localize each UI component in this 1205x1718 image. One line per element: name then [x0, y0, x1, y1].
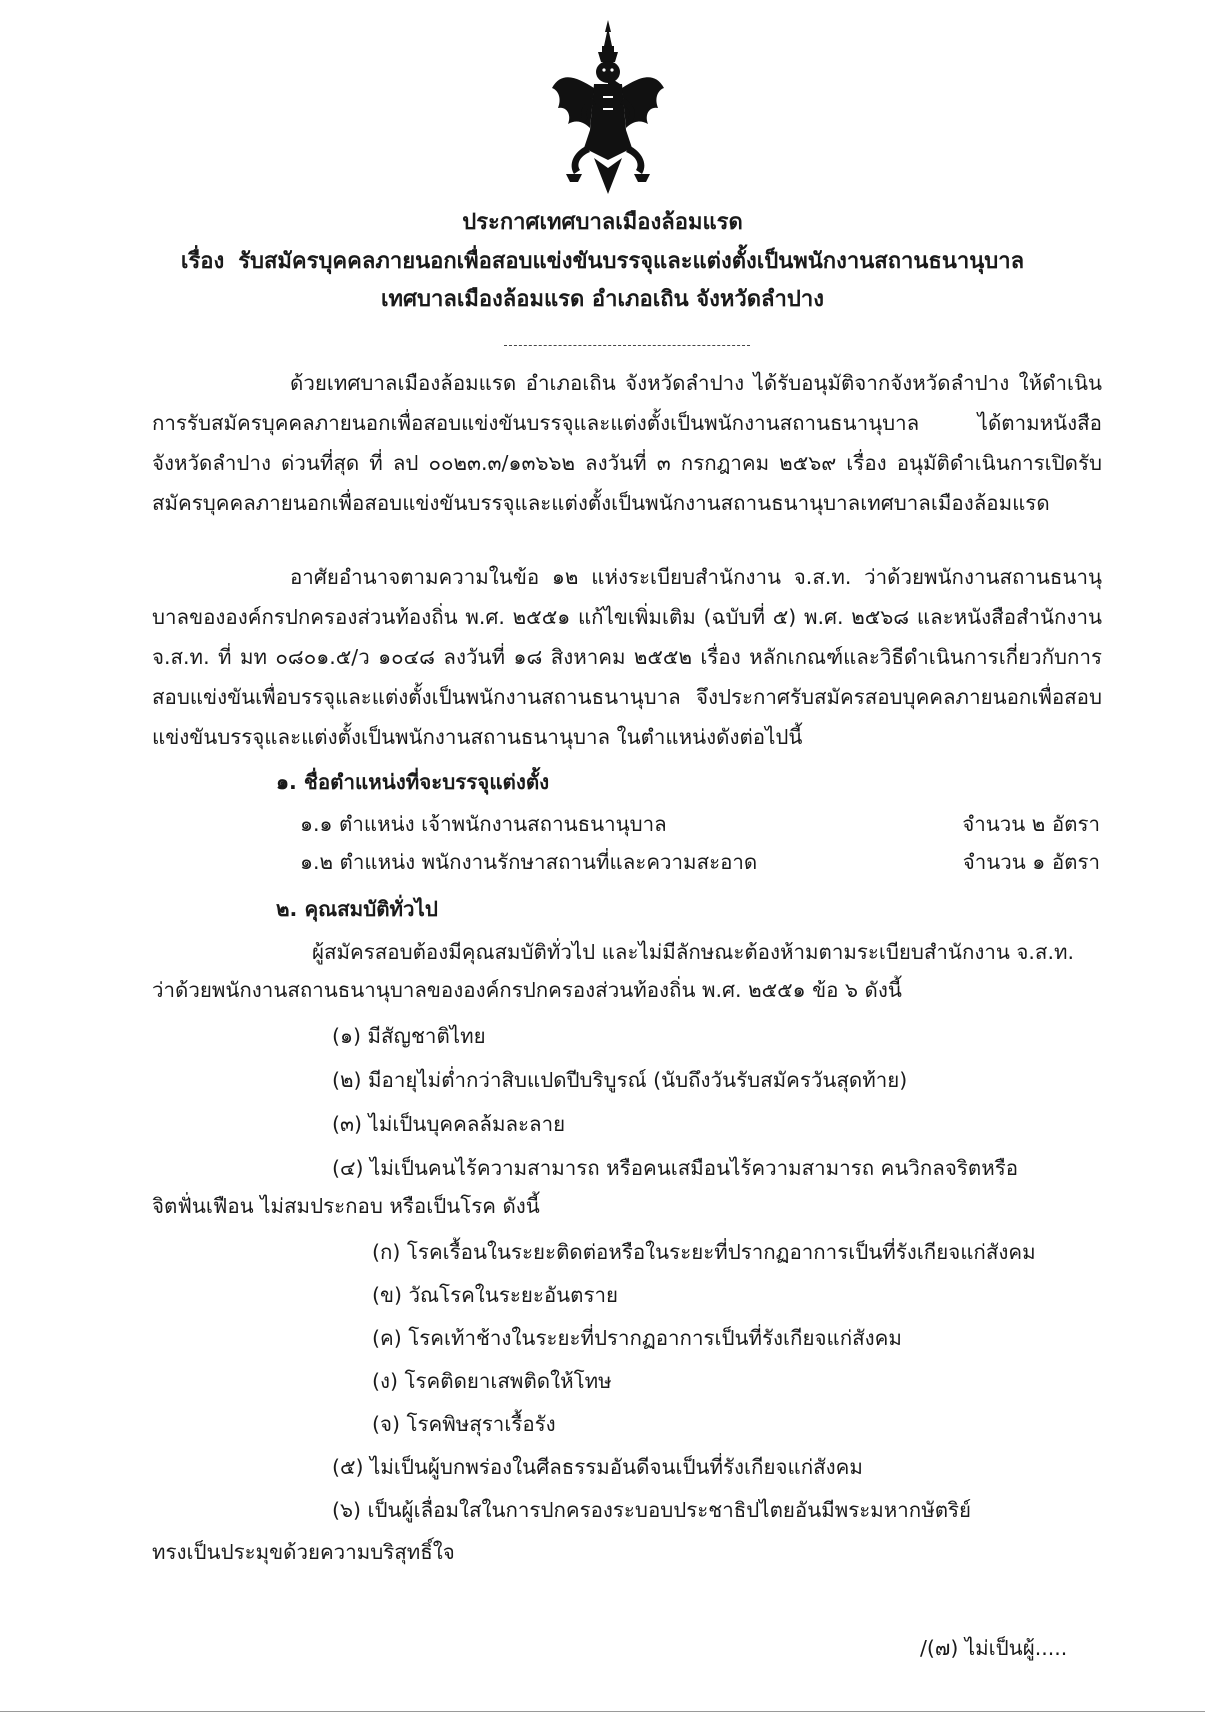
disease-e: (จ) โรคพิษสุราเรื้อรัง — [372, 1412, 556, 1436]
position-2-count: จำนวน ๑ อัตรา — [962, 850, 1100, 874]
continuation-note: /(๗) ไม่เป็นผู้..... — [920, 1636, 1068, 1660]
position-row-1 — [300, 808, 1100, 841]
issuer-line: เทศบาลเมืองล้อมแรด อำเภอเถิน จังหวัดลำปาง — [381, 287, 824, 312]
position-2-label: ๑.๒ ตำแหน่ง พนักงานรักษาสถานที่และความสะอาด — [300, 850, 758, 874]
disease-b: (ข) วัณโรคในระยะอันตราย — [372, 1283, 619, 1307]
paragraph-1-text: ด้วยเทศบาลเมืองล้อมแรด อำเภอเถิน จังหวัดลำปาง ได้รับอนุมัติจากจังหวัดลำปาง ให้ดำเนินการรับสมัครบุคคลภายนอกเพื่อสอบแข่งขันบรรจุและแต่งตั้งเป็นพนักงานสถานธนานุบาล ได้ตามหนังสือจังหวัดลำปาง ด่วนที่สุด ที่ ลป ๐๐๒๓.๓/๑๓๖๖๒ ลงวันที่ ๓ กรกฎาคม ๒๕๖๙ เรื่อง อนุมัติดำเนินการเปิดรับสมัครบุคคลภายนอกเพื่อสอบแข่งขันบรรจุและแต่งตั้งเป็นพนักงานสถานธนานุบาลเทศบาลเมืองล้อมแรด — [152, 371, 1102, 515]
disease-a: (ก) โรคเรื้อนในระยะติดต่อหรือในระยะที่ปรากฏอาการเป็นที่รังเกียจแก่สังคม — [372, 1240, 1036, 1264]
position-1-count: จำนวน ๒ อัตรา — [962, 812, 1100, 836]
section-2-heading: ๒. คุณสมบัติทั่วไป — [276, 897, 438, 921]
subject-label: เรื่อง — [180, 249, 225, 274]
position-row-2 — [300, 846, 1100, 879]
subject-line — [0, 243, 1205, 278]
title-divider — [504, 345, 750, 346]
subject-text: รับสมัครบุคคลภายนอกเพื่อสอบแข่งขันบรรจุและแต่งตั้งเป็นพนักงานสถานธนานุบาล — [238, 249, 1025, 274]
qualification-6-line-2: ทรงเป็นประมุขด้วยความบริสุทธิ์ใจ — [152, 1540, 455, 1564]
qualification-4-line-2: จิตฟั่นเฟือน ไม่สมประกอบ หรือเป็นโรค ดังนี้ — [152, 1194, 540, 1218]
paragraph-2 — [152, 557, 1102, 757]
disease-d: (ง) โรคติดยาเสพติดให้โทษ — [372, 1369, 612, 1393]
qualification-5: (๕) ไม่เป็นผู้บกพร่องในศีลธรรมอันดีจนเป็นที่รังเกียจแก่สังคม — [332, 1455, 863, 1479]
qualification-intro-line-2: ว่าด้วยพนักงานสถานธนานุบาลขององค์กรปกครองส่วนท้องถิ่น พ.ศ. ๒๕๕๑ ข้อ ๖ ดังนี้ — [152, 978, 902, 1002]
qualification-1: (๑) มีสัญชาติไทย — [332, 1024, 486, 1048]
position-1-label: ๑.๑ ตำแหน่ง เจ้าพนักงานสถานธนานุบาล — [300, 812, 667, 836]
qualification-3: (๓) ไม่เป็นบุคคลล้มละลาย — [332, 1112, 566, 1136]
announcement-title: ประกาศเทศบาลเมืองล้อมแรด — [462, 210, 743, 235]
qualification-4-line-1: (๔) ไม่เป็นคนไร้ความสามารถ หรือคนเสมือนไร้ความสามารถ คนวิกลจริตหรือ — [332, 1156, 1019, 1180]
paragraph-1 — [152, 363, 1102, 523]
qualification-intro-line-1: ผู้สมัครสอบต้องมีคุณสมบัติทั่วไป และไม่มีลักษณะต้องห้ามตามระเบียบสำนักงาน จ.ส.ท. — [312, 940, 1074, 964]
garuda-emblem-icon — [548, 18, 668, 196]
qualification-6-line-1: (๖) เป็นผู้เลื่อมใสในการปกครองระบอบประชาธิปไตยอันมีพระมหากษัตริย์ — [332, 1498, 972, 1522]
disease-c: (ค) โรคเท้าช้างในระยะที่ปรากฏอาการเป็นที่รังเกียจแก่สังคม — [372, 1326, 902, 1350]
paragraph-2-text: อาศัยอำนาจตามความในข้อ ๑๒ แห่งระเบียบสำนักงาน จ.ส.ท. ว่าด้วยพนักงานสถานธนานุบาลขององค์กรปกครองส่วนท้องถิ่น พ.ศ. ๒๕๕๑ แก้ไขเพิ่มเติม (ฉบับที่ ๕) พ.ศ. ๒๕๖๘ และหนังสือสำนักงาน จ.ส.ท. ที่ มท ๐๘๐๑.๕/ว ๑๐๔๘ ลงวันที่ ๑๘ สิงหาคม ๒๕๕๒ เรื่อง หลักเกณฑ์และวิธีดำเนินการเกี่ยวกับการสอบแข่งขันเพื่อบรรจุและแต่งตั้งเป็นพนักงานสถานธนานุบาล จึงประกาศรับสมัครสอบบุคคลภายนอกเพื่อสอบแข่งขันบรรจุและแต่งตั้งเป็นพนักงานสถานธนานุบาล ในตำแหน่งดังต่อไปนี้ — [152, 565, 1102, 749]
section-1-heading: ๑. ชื่อตำแหน่งที่จะบรรจุแต่งตั้ง — [276, 770, 550, 794]
qualification-2: (๒) มีอายุไม่ต่ำกว่าสิบแปดปีบริบูรณ์ (นับถึงวันรับสมัครวันสุดท้าย) — [332, 1068, 908, 1092]
page-bottom-edge — [0, 1711, 1205, 1712]
